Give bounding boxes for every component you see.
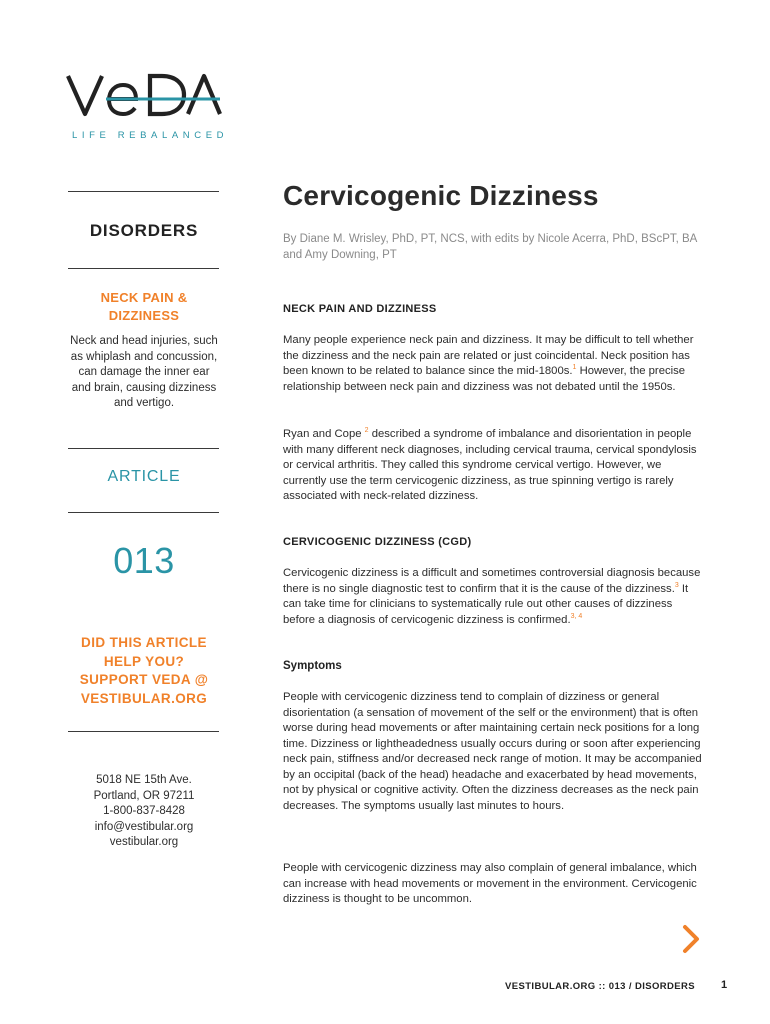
sidebar-contact xyxy=(68,773,220,851)
contact-address: 5018 NE 15th Ave. xyxy=(96,774,192,786)
paragraph-text: described a syndrome of imbalance and disorientation in people with many different neck diagnoses, including cervical trauma, cervical spondylosis or cervical arthritis. They called this syndrome cervical vertigo. However, we currently use the term cervicogenic dizziness, as true spinning vertigo is rarely associated with neck-related dizziness. xyxy=(283,428,697,502)
paragraph: People with cervicogenic dizziness tend to complain of dizziness or general disorientation (a sensation of movement of the self or the environment) that is often worse during head movements or after maintaining certain neck positions for a long time. Dizziness or lightheadedness usually occurs during or soon after experiencing neck pain, stiffness and/or decreased neck range of motion. It may be accompanied by an occipital (back of the head) headache and exacerbated by head movements, not by physical or cognitive activity. Often the dizziness decreases as the neck pain decreases. The symptoms usually last minutes to hours. xyxy=(283,691,702,812)
paragraph: People with cervicogenic dizziness may also complain of general imbalance, which can increase with head movements or movement in the environment. Cervicogenic dizziness is thought to be uncommon. xyxy=(283,862,697,905)
section-heading-neck-pain: NECK PAIN AND DIZZINESS xyxy=(283,303,437,315)
paragraph-text: Ryan and Cope xyxy=(283,428,365,440)
paragraph xyxy=(283,427,705,505)
sidebar-category: DISORDERS xyxy=(89,221,199,240)
paragraph xyxy=(283,333,705,395)
contact-email: info@vestibular.org xyxy=(94,820,194,833)
veda-logo-mark xyxy=(66,72,226,118)
reference-mark: 2 xyxy=(364,427,369,435)
paragraph xyxy=(283,566,705,628)
sidebar-topic-description: Neck and head injuries, such as whiplash and concussion, can damage the inner ear and brain, causing dizziness and vertigo. xyxy=(70,335,218,409)
sidebar-support-veda: DID THIS ARTICLE HELP YOU? SUPPORT VEDA @ VESTIBULAR.ORG xyxy=(79,635,209,706)
paragraph-text: However, the precise relationship between neck pain and dizziness was not debated until the 1950s. xyxy=(283,365,686,393)
reference-mark: 3, 4 xyxy=(570,612,583,620)
paragraph-text: It can take time for clinicians to systematically rule out other causes of dizziness before a diagnosis of cervicogenic dizziness is confirmed. xyxy=(283,582,689,626)
sidebar-divider xyxy=(68,731,219,732)
next-page-arrow[interactable] xyxy=(680,924,702,959)
sidebar-article-label: ARTICLE xyxy=(107,468,181,485)
brand-tagline: LIFE REBALANCED xyxy=(72,130,229,141)
contact-website: vestibular.org xyxy=(109,836,179,849)
page-number: 1 xyxy=(721,979,728,991)
sidebar-article-number: 013 xyxy=(113,540,175,581)
article-title: Cervicogenic Dizziness xyxy=(283,180,599,211)
paragraph-text: Cervicogenic dizziness is a difficult and sometimes controversial diagnosis because there is no single diagnostic test to confirm that it is the cause of the dizziness. xyxy=(283,567,701,595)
reference-mark: 3 xyxy=(674,581,679,589)
sidebar-divider xyxy=(68,512,219,513)
sidebar-divider xyxy=(68,448,219,449)
article-byline: By Diane M. Wrisley, PhD, PT, NCS, with edits by Nicole Acerra, PhD, BScPT, BA and Amy Downing, PT xyxy=(283,233,697,261)
paragraph-text: Many people experience neck pain and dizziness. It may be difficult to tell whether the dizziness and the neck pain are related or just coincidental. Neck position has been known to be related to balance since the mid-1800s. xyxy=(283,334,694,377)
footer-text: VESTIBULAR.ORG :: 013 / DISORDERS xyxy=(505,981,696,992)
reference-mark: 1 xyxy=(572,364,577,372)
chevron-right-icon xyxy=(680,924,702,954)
contact-city: Portland, OR 97211 xyxy=(93,789,195,802)
sidebar-divider xyxy=(68,268,219,269)
veda-logo xyxy=(66,72,226,118)
sidebar-divider xyxy=(68,191,219,192)
subheading-symptoms: Symptoms xyxy=(283,660,342,672)
sidebar-topic: NECK PAIN & DIZZINESS xyxy=(100,290,188,323)
section-heading-cgd: CERVICOGENIC DIZZINESS (CGD) xyxy=(283,536,472,548)
contact-phone: 1-800-837-8428 xyxy=(103,805,185,818)
